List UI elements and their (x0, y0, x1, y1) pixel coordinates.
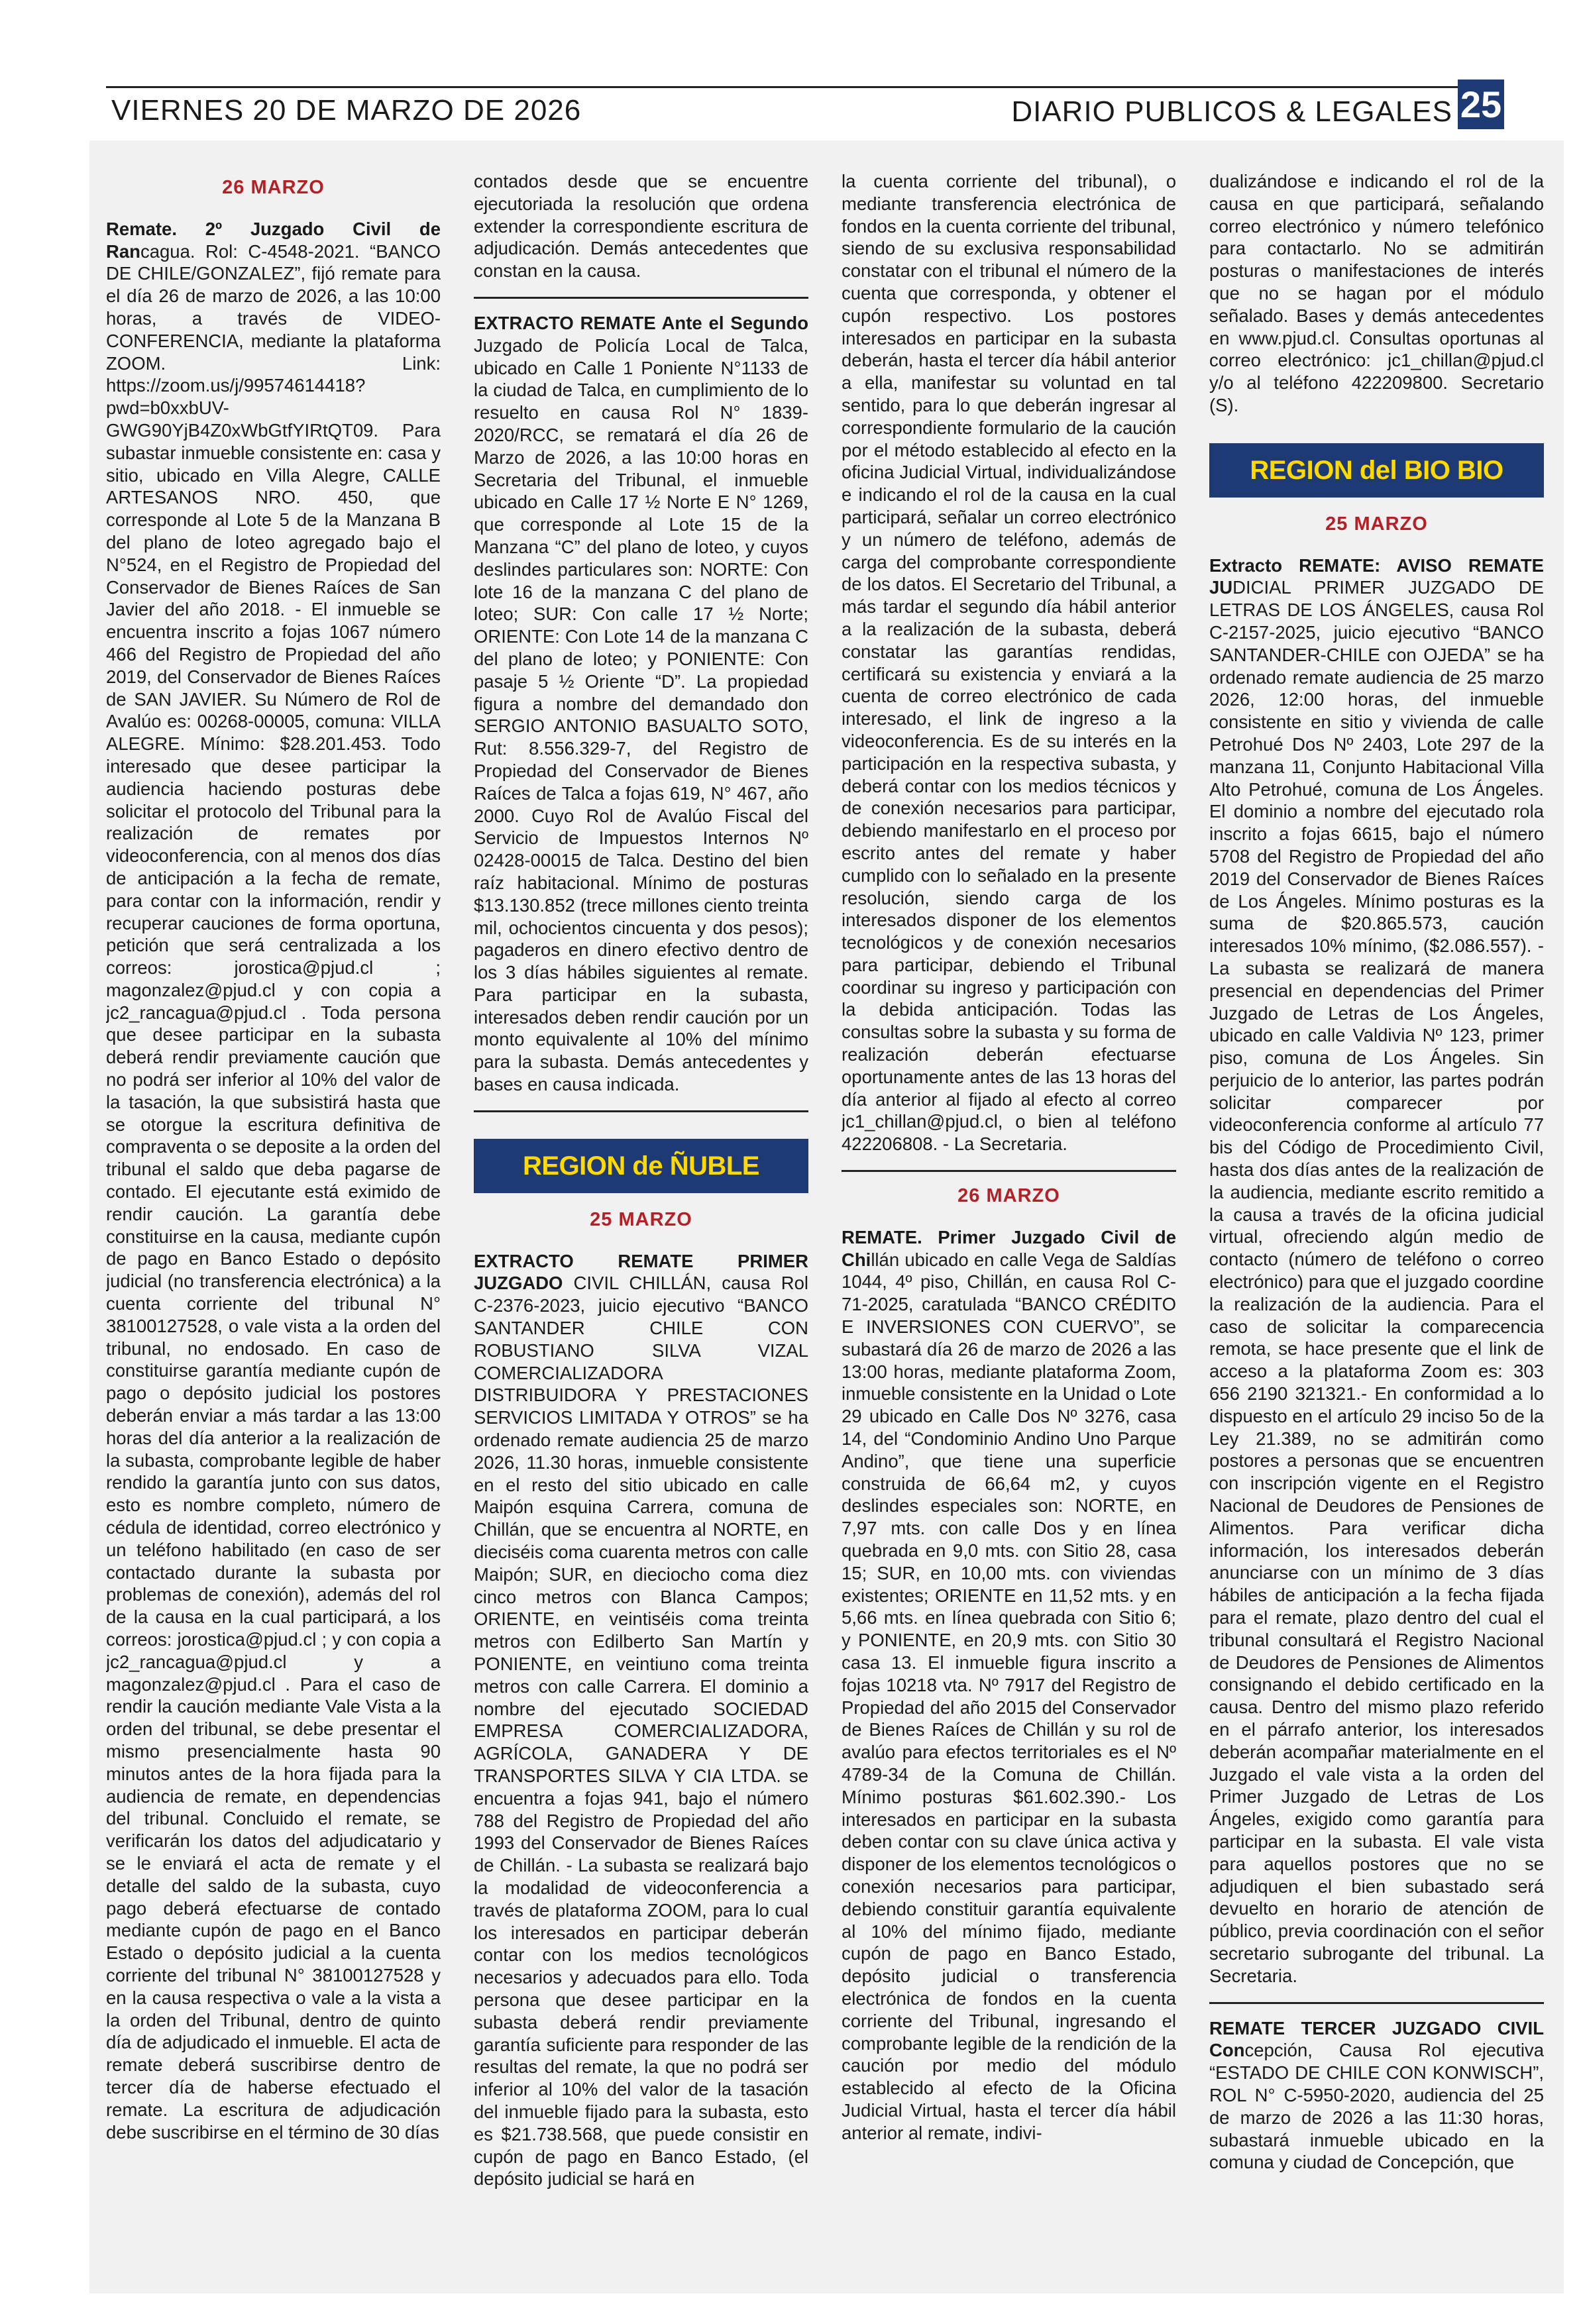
columns (106, 170, 1544, 2270)
notice-body: Juzgado de Policía Local de Talca, ubicado en Calle 1 Poniente N°1133 de la ciudad de Talca, en cumplimiento de lo resuelto en causa Rol N° 1839-2020/RCC, se rematará el día 26 de Marzo de 2026, a las 10:00 horas en Secretaria del Tribunal, el inmueble ubicado en Calle 17 ½ Norte E N° 1269, que corresponde al Lote 15 de la Manzana “C” del plano de loteo, y cuyos deslindes particulares son: NORTE: Con lote 16 de la manzana C del plano de loteo; SUR: Con calle 17 ½ Norte; ORIENTE: Con Lote 14 de la manzana C del plano de loteo; y PONIENTE: Con pasaje 5 ½ Oriente “D”. La propiedad figura a nombre del demandado don SERGIO ANTONIO BASUALTO SOTO, Rut: 8.556.329-7, del Registro de Propiedad del Conservador de Bienes Raíces de Talca a fojas 619, N° 467, año 2000. Cuyo Rol de Avalúo Fiscal del Servicio de Impuestos Internos Nº 02428-00015 de Talca. Destino del bien raíz habitacional. Mínimo de posturas $13.130.852 (trece millones ciento treinta mil, ochocientos cincuenta y dos pesos); pagaderos en dinero efectivo dentro de los 3 días hábiles siguientes al remate. Para participar en la subasta, interesados deben rendir caución por un monto equivalente al 10% del mínimo para la subasta. Demás antecedentes y bases en causa indicada. (474, 335, 808, 1095)
page-body (89, 140, 1564, 2294)
notice-title: REMATE. Primer Juzgado Civil de Chi (842, 1226, 1176, 1270)
column-3 (842, 170, 1176, 2270)
notice-continuation: la cuenta corriente del tribunal), o mediante transferencia electrónica de fondos en la cuenta corriente del tribunal, siendo de su exclusiva responsabilidad constatar con el tribunal el número de la cuenta que corresponda, y obtener el cupón respectivo. Los postores interesados en participar en la subasta deberán, hasta el tercer día hábil anterior a ella, manifestar su voluntad en tal sentido, para lo que deberán ingresar al correspondiente formulario de la caución por el método establecido al efecto en la oficina Judicial Virtual, individualizándose e indicando el rol de la causa en la cual participará, señalar un correo electrónico y un número de teléfono, además de carga del comprobante correspondiente de los datos. El Secretario del Tribunal, a más tardar el segundo día hábil anterior a la realización de la subasta, deberá constatar las garantías rendidas, certificará su existencia y enviará a la cuenta de correo electrónico de cada interesado, el link de ingreso a la videoconferencia. Es de su interés en la participación en la respectiva subasta, y deberá contar con los medios técnicos y de conexión necesarios para participar, debiendo manifestarlo en el proceso por escrito antes del remate y haber cumplido con lo señalado en la presente resolución, siendo carga de los interesados disponer de los elementos tecnológicos y de conexión necesarios para participar, debiendo el Tribunal coordinar su ingreso y participación con la debida anticipación. Todas las consultas sobre la subasta y su forma de realización deberán efectuarse oportunamente antes de las 13 horas del día anterior al fijado al efecto al correo jc1_chillan@pjud.cl, o bien al teléfono 422206808. - La Secretaria. (842, 171, 1176, 1155)
notice-body: cepción, Causa Rol ejecutiva “ESTADO DE CHILE CON KONWISCH”, ROL N° C-5950-2020, audiencia del 25 de marzo de 2026 a las 11:30 horas, subastará inmueble ubicado en la comuna y ciudad de Concepción, que (1209, 2040, 1544, 2173)
notice-remate-chillan-2 (842, 1226, 1176, 2144)
notice-continuation: dualizándose e indicando el rol de la causa en que participará, señalando correo electrónico y número telefónico para contactarlo. No se admitirán posturas o manifestaciones de interés que no se hagan por el módulo señalado. Bases y demás antecedentes en www.pjud.cl. Consultas oportunas al correo electrónico: jc1_chillan@pjud.cl y/o al teléfono 422209800. Secretario (S). (1209, 171, 1544, 415)
page-number: 25 (1458, 79, 1504, 129)
divider (842, 1170, 1176, 1172)
page-header (106, 79, 1504, 129)
date-heading: 26 MARZO (957, 1185, 1060, 1207)
column-4 (1209, 170, 1544, 2270)
notice-body: DICIAL PRIMER JUZGADO DE LETRAS DE LOS ÁNGELES, causa Rol C-2157-2025, juicio ejecutivo “BANCO SANTANDER-CHILE con OJEDA” se ha ordenado remate audiencia de 25 marzo 2026, 12:00 horas, del inmueble consistente en sitio y vivienda de calle Petrohué Dos Nº 2403, Lote 297 de la manzana 11, Conjunto Habitacional Villa Alto Petrohué, comuna de Los Ángeles. El dominio a nombre del ejecutado rola inscrito a fojas 6615, bajo el número 5708 del Registro de Propiedad del año 2019 del Conservador de Bienes Raíces de Los Ángeles. Mínimo posturas es la suma de $20.865.573, caución interesados 10% mínimo, ($2.086.557). - La subasta se realizará de manera presencial en dependencias del Primer Juzgado de Letras de Los Ángeles, ubicado en calle Valdivia Nº 123, primer piso, comuna de Los Ángeles. Sin perjuicio de lo anterior, las partes podrán solicitar comparecer por videoconferencia conforme al artículo 77 bis del Código de Procedimiento Civil, hasta dos días antes de la realización de la audiencia, mediante escrito remitido a la causa a través de la oficina judicial virtual, ofreciendo algún medio de contacto (número de teléfono o correo electrónico) para que el juzgado coordine la realización de la audiencia. Para el caso de solicitar la comparecencia remota, se hace presente que el link de acceso a la plataforma Zoom es: 303 656 2190 321321.- En conformidad a lo dispuesto en el artículo 29 inciso 5o de la Ley 21.389, no se admitirán como postores a personas que se encuentren con inscripción vigente en el Registro Nacional de Deudores de Pensiones de Alimentos. Para verificar dicha información, los interesados deberán anunciarse con un mínimo de 3 días hábiles de anticipación a la fecha fijada para el remate, plazo dentro del cual el tribunal consultará el Registro Nacional de Deudores de Pensiones de Alimentos consignando el debido certificado en la causa. Dentro del mismo plazo referido en el párrafo anterior, los interesados deberán acompañar materialmente en el Juzgado el vale vista a la orden del Primer Juzgado de Letras de Los Ángeles, exigido como garantía para participar en la subasta. El vale vista para aquellos postores que no se adjudiquen el bien subastado será devuelto en horario de atención de público, previa coordinación con el señor secretario subrogante del tribunal. La Secretaria. (1209, 577, 1544, 1986)
issue-date: VIERNES 20 DE MARZO DE 2026 (111, 94, 582, 127)
notice-remate-los-angeles (1209, 555, 1544, 1987)
notice-body: llán ubicado en calle Vega de Saldías 1044, 4º piso, Chillán, en causa Rol C-71-2025, caratulada “BANCO CRÉDITO E INVERSIONES CON CUERVO”, se subastará día 26 de marzo de 2026 a las 13:00 horas, mediante plataforma Zoom, inmueble consistente en la Unidad o Lote 29 ubicado en Calle Dos Nº 3276, casa 14, del “Condominio Andino Uno Parque Andino”, que tiene una superficie construida de 66,64 m2, y cuyos deslindes especiales son: NORTE, en 7,97 mts. con calle Dos y en línea quebrada en 9,0 mts. con Sitio 28, casa 15; SUR, en 10,00 mts. con viviendas existentes; ORIENTE en 11,52 mts. y en 5,66 mts. en línea quebrada con Sitio 6; y PONIENTE, en 20,9 mts. con Sitio 30 casa 13. El inmueble figura inscrito a fojas 10218 vta. Nº 7917 del Registro de Propiedad del año 2015 del Conservador de Bienes Raíces de Chillán y su rol de avalúo para efectos territoriales es el Nº 4789-34 de la Comuna de Chillán. Mínimo posturas $61.602.390.- Los interesados en participar en la subasta deben contar con su clave única activa y disponer de los elementos tecnológicos o conexión necesarios para participar, debiendo constituir garantía equivalente al 10% del mínimo fijado, mediante cupón de pago en Banco Estado, depósito judicial o transferencia electrónica de fondos en la cuenta corriente del Tribunal, ingresando el comprobante legible de la rendición de la caución por medio del módulo establecido al efecto de la Oficina Judicial Virtual, hasta el tercer día hábil anterior al remate, indivi- (842, 1249, 1176, 2143)
column-1 (106, 170, 441, 2270)
notice-title: REMATE TERCER JUZGADO CIVIL Con (1209, 2017, 1544, 2061)
notice-remate-rancagua (106, 218, 441, 2144)
date-heading: 25 MARZO (590, 1208, 692, 1230)
notice-remate-concepcion (1209, 2017, 1544, 2174)
newspaper-name: DIARIO PUBLICOS & LEGALES (1011, 95, 1452, 128)
divider (474, 1110, 808, 1112)
notice-body: CIVIL CHILLÁN, causa Rol C-2376-2023, juicio ejecutivo “BANCO SANTANDER CHILE CON ROBUSTIANO SILVA VIZAL COMERCIALIZADORA DISTRIBUIDORA Y PRESTACIONES SERVICIOS LIMITADA Y OTROS” se ha ordenado remate audiencia 25 de marzo 2026, 11.30 horas, inmueble consistente en el resto del sitio ubicado en calle Maipón esquina Carrera, comuna de Chillán, que se encuentra al NORTE, en dieciséis coma cuarenta metros con calle Maipón; SUR, en dieciocho coma diez cinco metros con Blanca Campos; ORIENTE, en veintiséis coma treinta metros con Edilberto San Martín y PONIENTE, en veintiuno coma treinta metros con calle Carrera. El dominio a nombre del ejecutado SOCIEDAD EMPRESA COMERCIALIZADORA, AGRÍCOLA, GANADERA Y DE TRANSPORTES SILVA Y CIA LTDA. se encuentra a fojas 941, bajo el número 788 del Registro de Propiedad del año 1993 del Conservador de Bienes Raíces de Chillán. - La subasta se realizará bajo la modalidad de videoconferencia a través de plataforma ZOOM, para lo cual los interesados en participar deberán contar con los medios tecnológicos necesarios y adecuados para ello. Toda persona que desee participar en la subasta deberá rendir previamente garantía suficiente para responder de las resultas del remate, la que no podrá ser inferior al 10% del valor de la tasación del inmueble fijado para la subasta, esto es $21.738.568, que puede consistir en cupón de pago en Banco Estado, (el depósito judicial se hará en (474, 1273, 808, 2190)
region-banner-nuble: REGION de ÑUBLE (474, 1139, 808, 1193)
notice-continuation: contados desde que se encuentre ejecutoriada la resolución que ordena extender la correspondiente escritura de adjudicación. Demás antecedentes que constan en la causa. (474, 171, 808, 282)
notice-remate-talca (474, 312, 808, 1096)
notice-title: EXTRACTO REMATE PRIMER JUZGADO (474, 1250, 808, 1294)
notice-remate-chillan (474, 1250, 808, 2190)
date-heading: 26 MARZO (222, 177, 325, 198)
header-rule (106, 86, 1504, 88)
notice-body: cagua. Rol: C-4548-2021. “BANCO DE CHILE/GONZALEZ”, fijó remate para el día 26 de marzo de 2026, a las 10:00 horas, a través de VIDEO-CONFERENCIA, mediante la plataforma ZOOM. Link: https://zoom.us/j/99574614418? pwd=b0xxbUV-GWG90YjB4Z0xWbGtfYIRtQT09. Para subastar inmueble consistente en: casa y sitio, ubicado en Villa Alegre, CALLE ARTESANOS NRO. 450, que corresponde al Lote 5 de la Manzana B del plano de loteo agregado bajo el N°524, en el Registro de Propiedad del Conservador de Bienes Raíces de San Javier del año 2018. - El inmueble se encuentra inscrito a fojas 1067 número 466 del Registro de Propiedad del año 2019, del Conservador de Bienes Raíces de SAN JAVIER. Su Número de Rol de Avalúo es: 00268-00005, comuna: VILLA ALEGRE. Mínimo: $28.201.453. Todo interesado que desee participar la audiencia haciendo posturas debe solicitar el protocolo del Tribunal para la realización de remates por videoconferencia, con al menos dos días de anticipación a la fecha de remate, para contar con la información, rendir y recuperar cauciones de forma oportuna, petición que será centralizada a los correos: jorostica@pjud.cl ; magonzalez@pjud.cl y con copia a jc2_rancagua@pjud.cl . Toda persona que desee participar en la subasta deberá rendir previamente caución que no podrá ser inferior al 10% del valor de la tasación, la que subsistirá hasta que se otorgue la escritura definitiva de compraventa o se deposite a la orden del tribunal el saldo que deba pagarse de contado. El ejecutante está eximido de rendir caución. La garantía debe constituirse en la causa, mediante cupón de pago en Banco Estado o depósito judicial (no transferencia electrónica) a la cuenta corriente del tribunal N° 38100127528, o vale vista a la orden del tribunal, no endosado. En caso de constituirse garantía mediante cupón de pago o depósito judicial los postores deberán enviar a más tardar a las 13:00 horas del día anterior a la realización de la subasta, comprobante legible de haber rendido la garantía junto con sus datos, esto es nombre completo, número de cédula de identidad, correo electrónico y un teléfono habilitado (en caso de ser contactado durante la subasta por problemas de conexión), además del rol de la causa en la cual participará, a los correos: jorostica@pjud.cl ; y con copia a jc2_rancagua@pjud.cl y a magonzalez@pjud.cl . Para el caso de rendir la caución mediante Vale Vista a la orden del tribunal, se debe presentar el mismo presencialmente hasta 90 minutos antes de la hora fijada para la audiencia de remate, en dependencias del tribunal. Concluido el remate, se verificarán los datos del adjudicatario y se le enviará el acta de remate y el detalle del saldo de la subasta, cuyo pago deberá efectuarse de contado mediante cupón de pago en el Banco Estado o depósito judicial a la cuenta corriente del tribunal N° 38100127528 y en la causa respectiva o vale a la vista a la orden del Tribunal, dentro de quinto día de adjudicado el inmueble. El acta de remate deberá suscribirse dentro de tercer día de haberse efectuado el remate. La escritura de adjudicación debe suscribirse en el término de 30 días (106, 240, 441, 2142)
divider (1209, 2002, 1544, 2004)
notice-title: Remate. 2º Juzgado Civil de Ran (106, 218, 441, 262)
date-heading: 25 MARZO (1325, 513, 1428, 535)
notice-title: Extracto REMATE: AVISO REMATE JU (1209, 555, 1544, 598)
region-banner-biobio: REGION del BIO BIO (1209, 443, 1544, 498)
divider (474, 297, 808, 299)
notice-title: EXTRACTO REMATE Ante el Segundo (474, 312, 808, 333)
column-2 (474, 170, 808, 2270)
